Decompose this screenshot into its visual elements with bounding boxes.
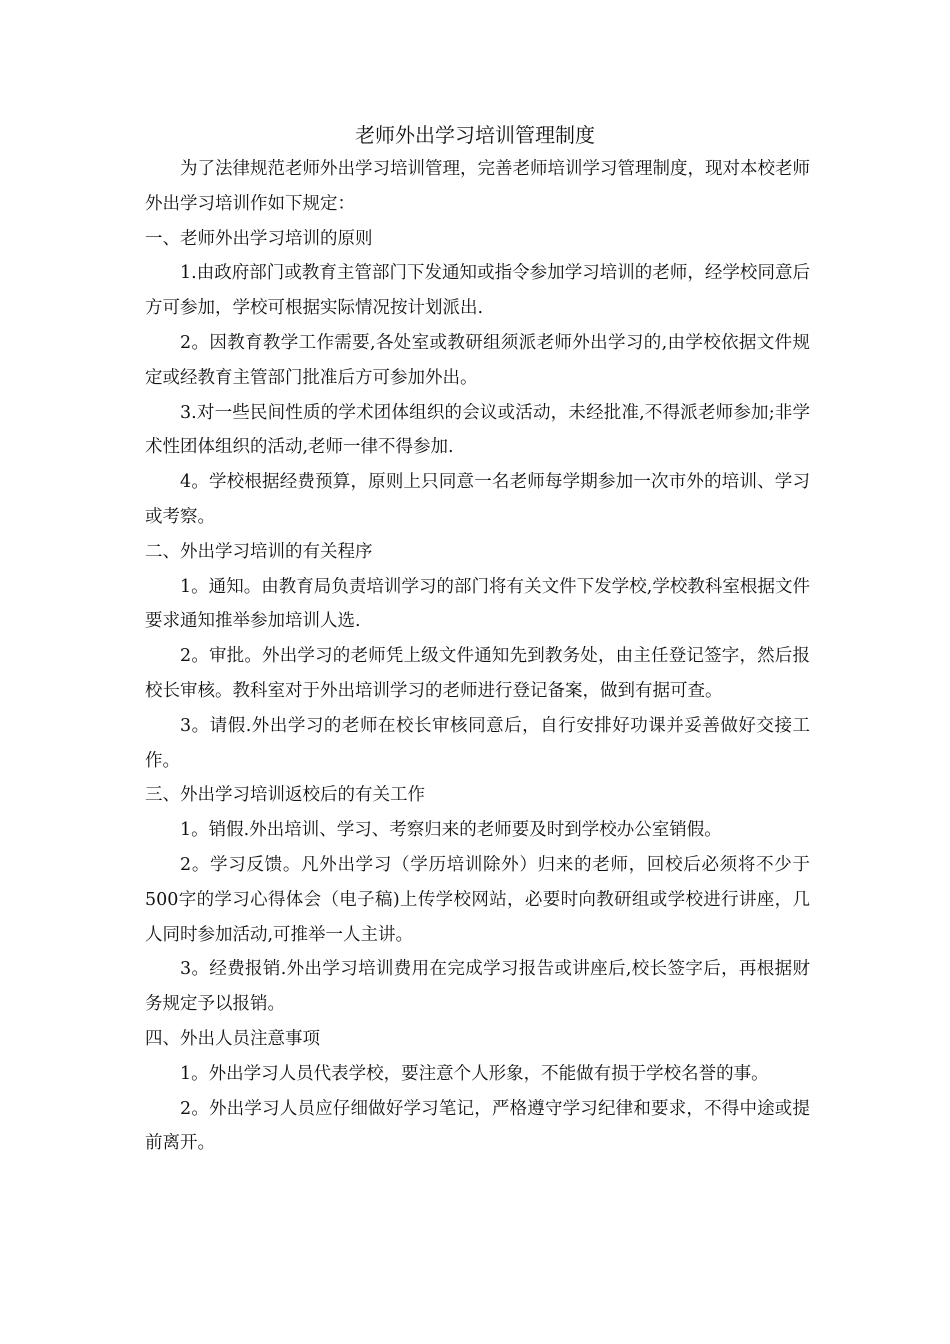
section-heading: 二、外出学习培训的有关程序 <box>145 541 373 562</box>
section-item: 2。因教育教学工作需要,各处室或教研组须派老师外出学习的,由学校依据文件规定或经教育主管部门批准后方可参加外出。 <box>145 332 810 388</box>
document-title: 老师外出学习培训管理制度 <box>355 123 595 147</box>
section-item: 2。审批。外出学习的老师凭上级文件通知先到教务处，由主任登记签字，然后报校长审核。教科室对于外出培训学习的老师进行登记备案，做到有据可查。 <box>145 646 810 701</box>
section-heading: 三、外出学习培训返校后的有关工作 <box>145 785 425 806</box>
section-procedures <box>145 535 810 779</box>
section-return-work <box>145 778 810 1022</box>
section-heading: 一、老师外出学习培训的原则 <box>145 228 373 249</box>
section-item: 2。学习反馈。凡外出学习（学历培训除外）归来的老师，回校后必须将不少于500字的学习心得体会（电子稿)上传学校网站，必要时向教研组或学校进行讲座，几人同时参加活动,可推举一人主讲。 <box>145 854 810 945</box>
section-principles <box>145 222 810 535</box>
section-item: 4。学校根据经费预算，原则上只同意一名老师每学期参加一次市外的培训、学习或考察。 <box>145 472 810 527</box>
section-item: 1.由政府部门或教育主管部门下发通知或指令参加学习培训的老师，经学校同意后方可参加，学校可根据实际情况按计划派出. <box>145 263 810 319</box>
intro-paragraph: 为了法律规范老师外出学习培训管理，完善老师培训学习管理制度，现对本校老师外出学习培训作如下规定： <box>145 159 810 214</box>
section-item: 3。经费报销.外出学习培训费用在完成学习报告或讲座后,校长签字后，再根据财务规定予以报销。 <box>145 959 810 1015</box>
section-item: 1。外出学习人员代表学校，要注意个人形象，不能做有损于学校名誉的事。 <box>180 1063 769 1084</box>
section-item: 3.对一些民间性质的学术团体组织的会议或活动，未经批准,不得派老师参加;非学术性团体组织的活动,老师一律不得参加. <box>145 402 810 458</box>
section-item: 2。外出学习人员应仔细做好学习笔记，严格遵守学习纪律和要求，不得中途或提前离开。 <box>145 1098 810 1154</box>
section-heading: 四、外出人员注意事项 <box>145 1028 320 1049</box>
section-notes <box>145 1022 810 1161</box>
section-item: 1。销假.外出培训、学习、考察归来的老师要及时到学校办公室销假。 <box>180 820 722 841</box>
section-item: 3。请假.外出学习的老师在校长审核同意后，自行安排好功课并妥善做好交接工作。 <box>145 715 810 771</box>
section-item: 1。通知。由教育局负责培训学习的部门将有关文件下发学校,学校教科室根据文件要求通知推举参加培训人选. <box>145 576 810 632</box>
document-body <box>145 152 810 1161</box>
